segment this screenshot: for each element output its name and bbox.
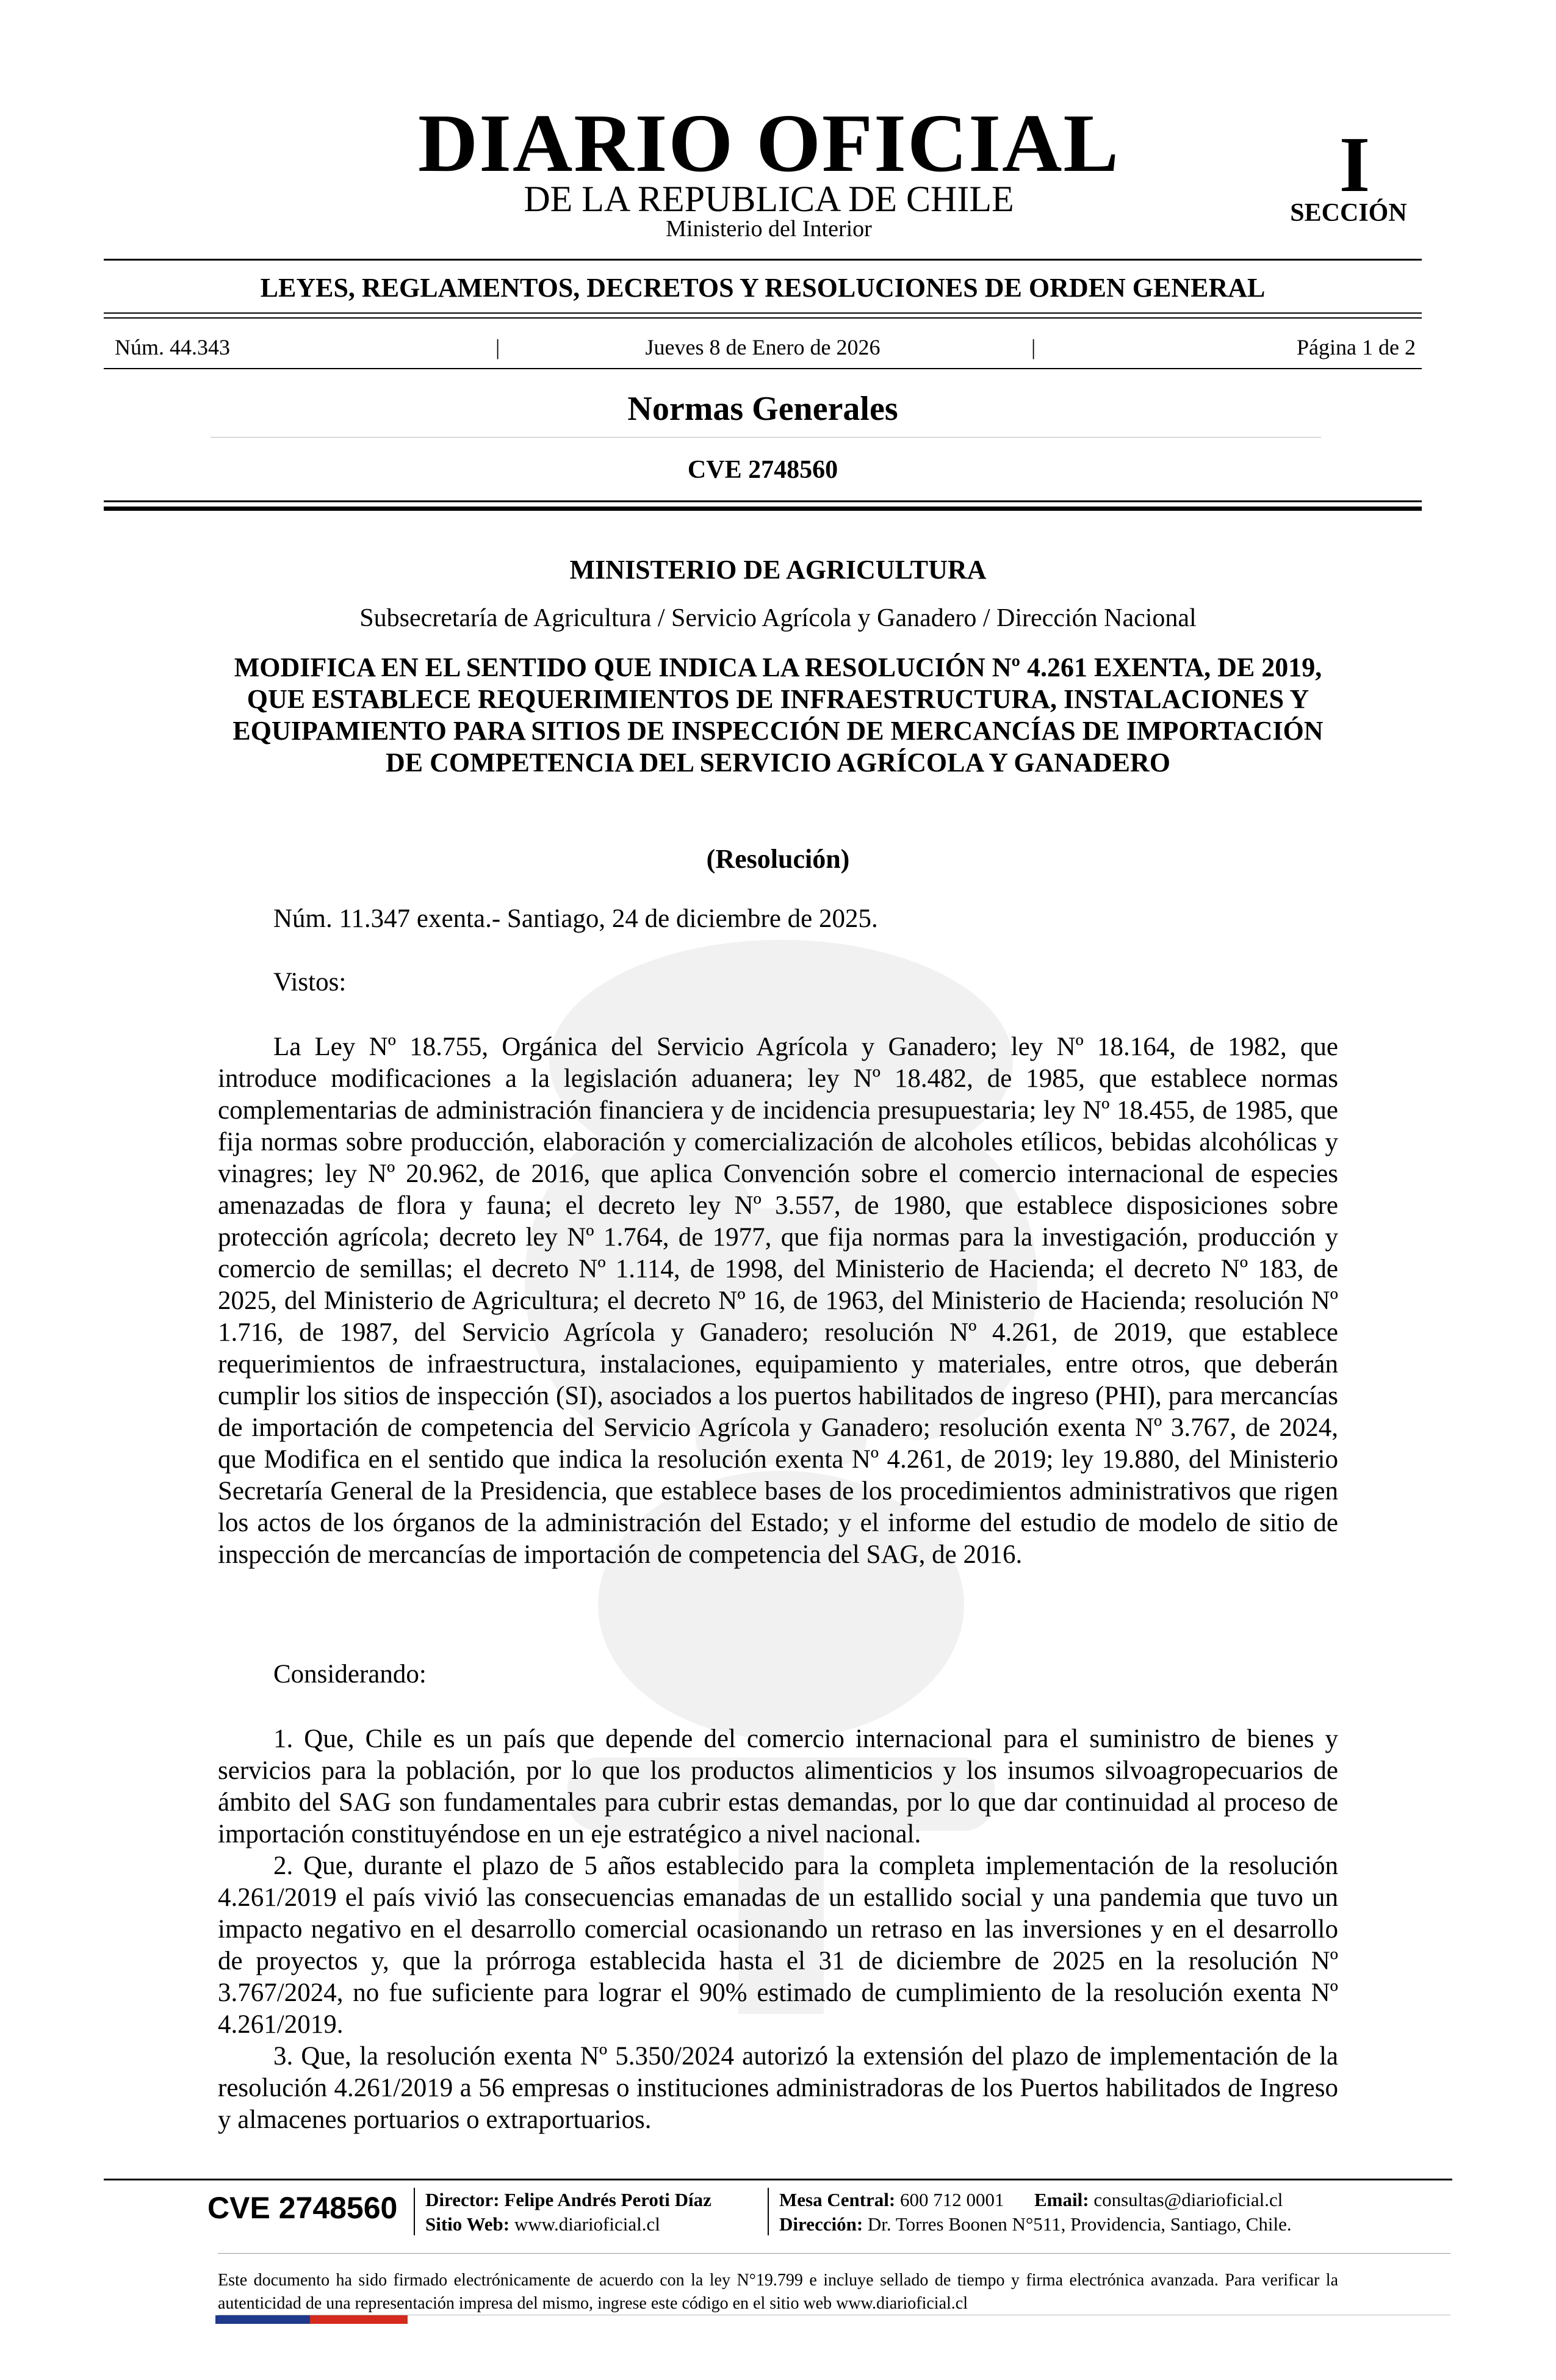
footer-divider: [768, 2188, 769, 2235]
footer-phone-email: [779, 2188, 1365, 2212]
footer-divider: [414, 2188, 415, 2235]
flag-bar-red: [310, 2315, 408, 2324]
subsecretaria-line: Subsecretaría de Agricultura / Servicio Agrícola y Ganadero / Dirección Nacional: [359, 604, 1197, 632]
director-name: Felipe Andrés Peroti Díaz: [504, 2189, 711, 2210]
footer-director: [425, 2188, 767, 2212]
website-label: Sitio Web:: [425, 2213, 510, 2235]
masthead-ministry: Ministerio del Interior: [666, 216, 872, 242]
footer-director-block: [425, 2188, 767, 2237]
director-label: Director:: [425, 2189, 500, 2210]
mesa-label: Mesa Central:: [779, 2189, 896, 2210]
address-text: Dr. Torres Boonen N°511, Providencia, Santiago, Chile.: [867, 2213, 1292, 2235]
document-type: (Resolución): [706, 844, 850, 874]
info-rule: [104, 368, 1422, 369]
mesa-phone: 600 712 0001: [900, 2189, 1004, 2210]
info-separator: |: [495, 335, 500, 359]
footer-legal-notice: Este documento ha sido firmado electrónicamente de acuerdo con la ley N°19.799 e incluye sellado de tiempo y firma electrónica avanzada. Para verificar la autenticidad de una representación impresa del mismo, ingrese este código en el sitio web www.diarioficial.cl: [218, 2271, 1338, 2313]
category-heading: LEYES, REGLAMENTOS, DECRETOS Y RESOLUCIONES DE ORDEN GENERAL: [260, 273, 1266, 303]
vistos-heading: Vistos:: [273, 968, 347, 997]
footer-website: [425, 2212, 767, 2237]
considerando-item: 2. Que, durante el plazo de 5 años establecido para la completa implementación de la resolución 4.261/2019 el país vivió las consecuencias emanadas de un estallido social y una pandemia que tuvo un impacto negativo en el desarrollo comercial ocasionando un retraso en las inversiones y en el desarrollo de proyectos y, que la prórroga establecida hasta el 31 de diciembre de 2025 en la resolución Nº 3.767/2024, no fue suficiente para lograr el 90% estimado de cumplimiento de la resolución exenta Nº 4.261/2019.: [218, 1852, 1338, 2039]
considerando-item: 1. Que, Chile es un país que depende del comercio internacional para el suministro de bienes y servicios para la población, por lo que los productos alimenticios y los insumos silvoagropecuarios de ámbito del SAG son fundamentales para cubrir estas demandas, por lo que dar continuidad al proceso de importación constituyéndose en un eje estratégico a nivel nacional.: [218, 1725, 1338, 1848]
document-title: MODIFICA EN EL SENTIDO QUE INDICA LA RESOLUCIÓN Nº 4.261 EXENTA, DE 2019, QUE ESTABLECE REQUERIMIENTOS DE INFRAESTRUCTURA, INSTALACIONES Y EQUIPAMIENTO PARA SITIOS DE INSPECCIÓN DE MERCANCÍAS DE IMPORTACIÓN DE COMPETENCIA DEL SERVICIO AGRÍCOLA Y GANADERO: [232, 652, 1324, 777]
flag-bar-blue: [215, 2315, 310, 2324]
email-link[interactable]: consultas@diarioficial.cl: [1093, 2189, 1283, 2210]
footer-contact-block: [779, 2188, 1365, 2237]
masthead-title: DIARIO OFICIAL: [417, 98, 1120, 189]
address-label: Dirección:: [779, 2213, 863, 2235]
info-separator: |: [1031, 335, 1036, 359]
footer-cve-code: CVE 2748560: [207, 2191, 398, 2225]
email-label: Email:: [1034, 2189, 1089, 2210]
header-rule-mid-1: [104, 312, 1422, 314]
cve-code: CVE 2748560: [687, 456, 838, 484]
cve-rule-1: [104, 500, 1422, 502]
issue-date: Jueves 8 de Enero de 2026: [645, 335, 881, 359]
considerando-item: 3. Que, la resolución exenta Nº 5.350/2024 autorizó la extensión del plazo de implementación de la resolución 4.261/2019 a 56 empresas o instituciones administradoras de los Puertos habilitados de Ingreso y almacenes portuarios o extraportuarios.: [218, 2042, 1338, 2134]
section-rule: [211, 437, 1321, 438]
footer-rule-bottom: [218, 2253, 1450, 2254]
masthead-subtitle: DE LA REPUBLICA DE CHILE: [524, 179, 1014, 219]
page-indicator: Página 1 de 2: [1297, 335, 1416, 359]
header-rule-top: [104, 259, 1422, 261]
section-heading: Normas Generales: [627, 390, 898, 428]
section-label: SECCIÓN: [1290, 199, 1407, 227]
ministry-heading: MINISTERIO DE AGRICULTURA: [569, 555, 987, 585]
footer-rule-top: [104, 2179, 1452, 2180]
header-rule-mid-2: [104, 317, 1422, 319]
vistos-paragraph: La Ley Nº 18.755, Orgánica del Servicio Agrícola y Ganadero; ley Nº 18.164, de 1982, que introduce modificaciones a la legislación aduanera; ley Nº 18.482, de 1985, que establece normas complementarias de administración financiera y de incidencia presupuestaria; ley Nº 18.455, de 1985, que fija normas sobre producción, elaboración y comercialización de alcoholes etílicos, bebidas alcohólicas y vinagres; ley Nº 20.962, de 2016, que aplica Convención sobre el comercio internacional de especies amenazadas de flora y fauna; el decreto ley Nº 3.557, de 1980, que establece disposiciones sobre protección agrícola; decreto ley Nº 1.764, de 1977, que fija normas para la investigación, producción y comercio de semillas; el decreto Nº 1.114, de 1998, del Ministerio de Hacienda; el decreto Nº 183, de 2025, del Ministerio de Agricultura; el decreto Nº 16, de 1963, del Ministerio de Hacienda; resolución Nº 1.716, de 1987, del Servicio Agrícola y Ganadero; resolución Nº 4.261, de 2019, que establece requerimientos de infraestructura, instalaciones, equipamiento y materiales, entre otros, que deberán cumplir los sitios de inspección (SI), asociados a los puertos habilitados de ingreso (PHI), para mercancías de importación de competencia del Servicio Agrícola y Ganadero; resolución exenta Nº 3.767, de 2024, que Modifica en el sentido que indica la resolución exenta Nº 4.261, de 2019; ley 19.880, del Ministerio Secretaría General de la Presidencia, que establece bases de los procedimientos administrativos que rigen los actos de los órganos de la administración del Estado; y el informe del estudio de modelo de sitio de inspección de mercancías de importación de competencia del SAG, de 2016.: [218, 1033, 1338, 1569]
website-link[interactable]: www.diarioficial.cl: [514, 2213, 660, 2235]
considerando-heading: Considerando:: [273, 1660, 427, 1689]
issue-number: Núm. 44.343: [115, 335, 230, 359]
considerando-list: [218, 1723, 1338, 2136]
footer-address: [779, 2212, 1365, 2237]
resolution-number-line: Núm. 11.347 exenta.- Santiago, 24 de diciembre de 2025.: [273, 904, 878, 933]
cve-rule-2: [104, 507, 1422, 511]
section-number: I: [1339, 121, 1371, 209]
